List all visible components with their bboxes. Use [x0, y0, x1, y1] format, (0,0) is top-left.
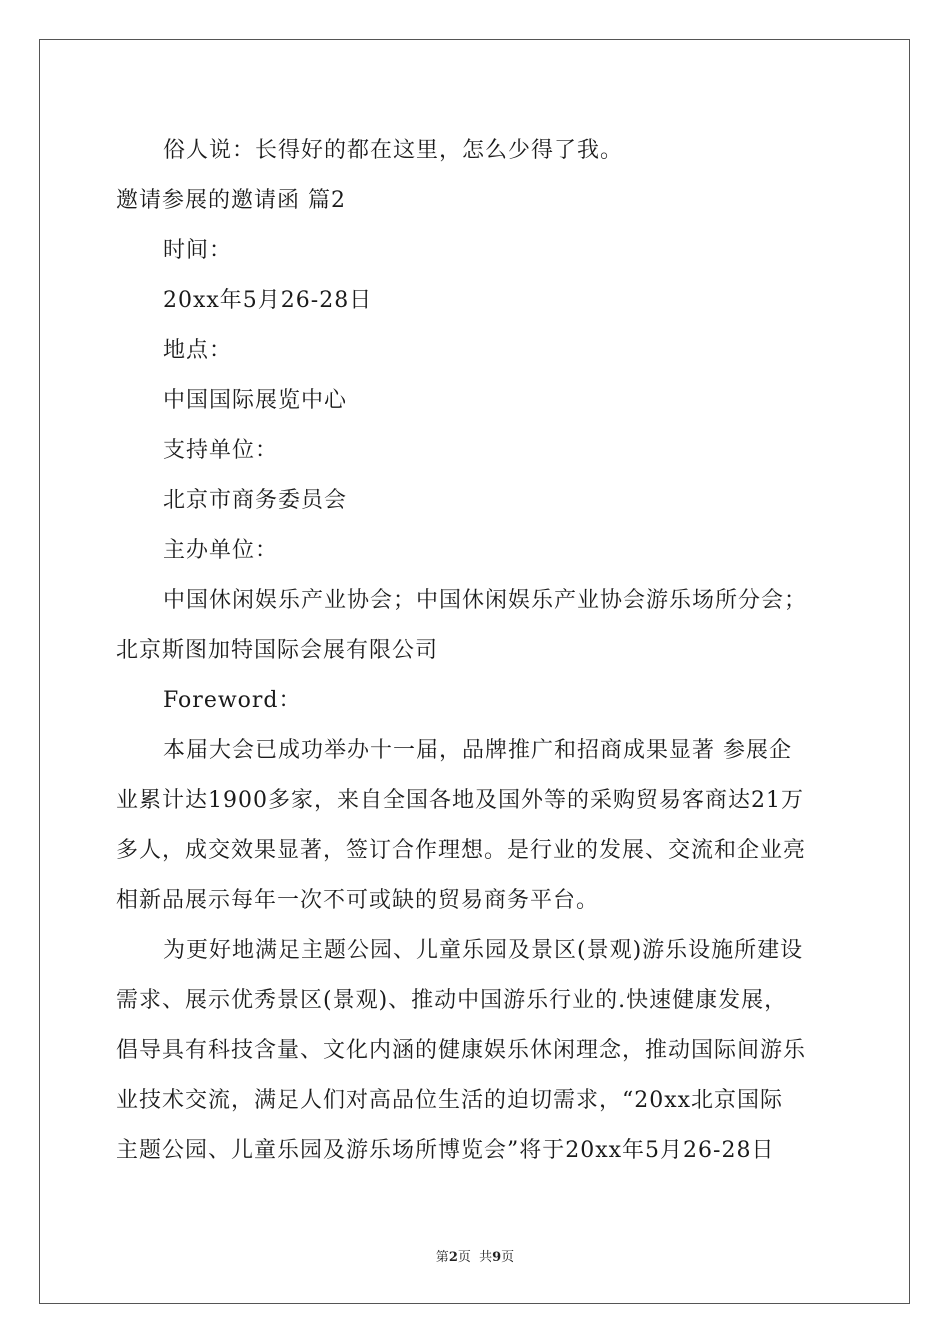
page-total-number: 9 — [492, 1250, 502, 1265]
text-line: 中国国际展览中心 — [163, 388, 348, 413]
page-current-number: 2 — [448, 1250, 458, 1265]
page-label-suffix: 页 — [501, 1250, 515, 1265]
document-body — [116, 126, 836, 1176]
text-line: 倡导具有科技含量、文化内涵的健康娱乐休闲理念，推动国际间游乐 — [116, 1038, 807, 1063]
page-footer — [0, 1246, 950, 1265]
text-line: Foreword： — [163, 688, 302, 713]
text-line: 20xx年5月26-28日 — [163, 288, 373, 313]
text-line: 多人，成交效果显著，签订合作理想。是行业的发展、交流和企业亮 — [116, 838, 807, 863]
text-line: 本届大会已成功举办十一届，品牌推广和招商成果显著 参展企 — [163, 738, 792, 763]
text-line: 中国休闲娱乐产业协会；中国休闲娱乐产业协会游乐场所分会； — [163, 588, 808, 613]
text-line: 北京斯图加特国际会展有限公司 — [116, 638, 439, 663]
text-line: 俗人说：长得好的都在这里，怎么少得了我。 — [163, 138, 624, 163]
text-line: 地点： — [163, 338, 233, 363]
section-heading: 邀请参展的邀请函 篇2 — [116, 188, 346, 213]
text-line: 北京市商务委员会 — [163, 488, 348, 513]
text-line: 相新品展示每年一次不可或缺的贸易商务平台。 — [116, 888, 600, 913]
text-line: 需求、展示优秀景区(景观)、推动中国游乐行业的.快速健康发展， — [116, 988, 788, 1013]
text-line: 主办单位： — [163, 538, 279, 563]
text-line: 主题公园、儿童乐园及游乐场所博览会”将于20xx年5月26-28日 — [116, 1138, 775, 1163]
text-line: 业累计达1900多家，来自全国各地及国外等的采购贸易客商达21万 — [116, 788, 804, 813]
page-label-prefix: 第 — [435, 1250, 449, 1265]
text-line: 时间： — [163, 238, 233, 263]
text-line: 为更好地满足主题公园、儿童乐园及景区(景观)游乐设施所建设 — [163, 938, 804, 963]
page-label-mid: 页 共 — [457, 1250, 493, 1265]
text-line: 支持单位： — [163, 438, 279, 463]
text-line: 业技术交流，满足人们对高品位生活的迫切需求，“20xx北京国际 — [116, 1088, 784, 1113]
